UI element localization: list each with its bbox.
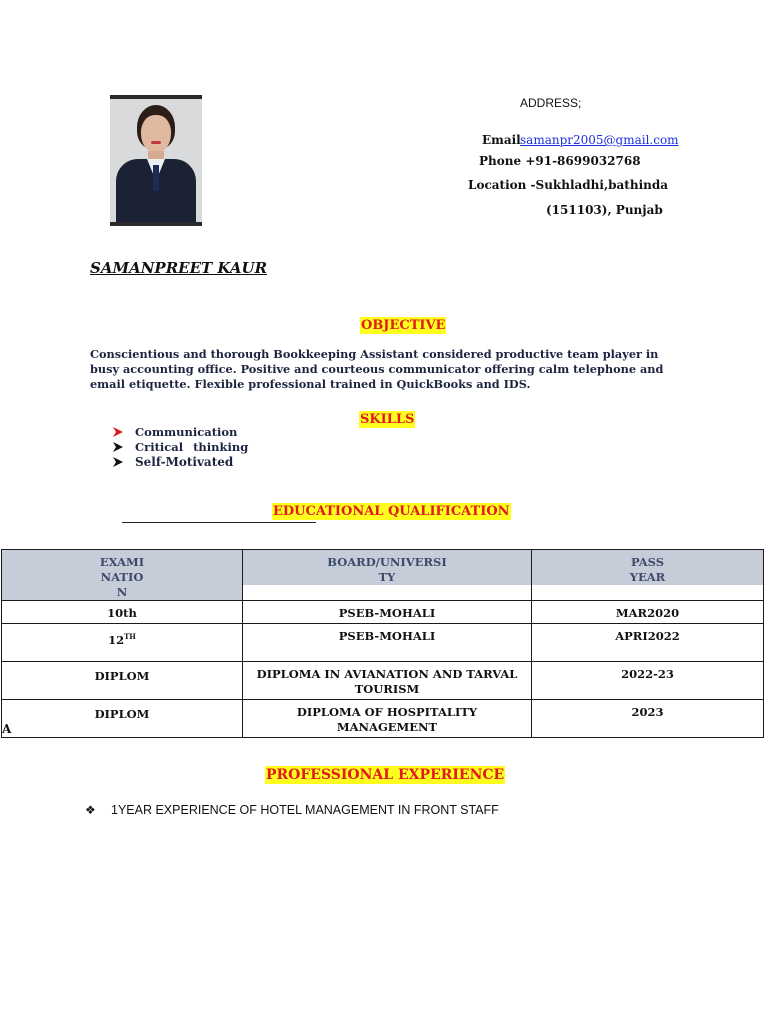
education-table bbox=[1, 549, 764, 738]
objective-text: Conscientious and thorough Bookkeeping Assistant considered productive team player in busy accounting office. Positive and courteous communicator offering calm telephone and email etiquette. Flexible professional trained in QuickBooks and IDS. bbox=[90, 347, 664, 391]
skill-label: Self-Motivated bbox=[135, 455, 234, 469]
arrow-bullet-icon bbox=[113, 442, 123, 452]
cell-year: MAR2020 bbox=[532, 601, 764, 624]
skills-heading bbox=[359, 408, 415, 427]
arrow-bullet-icon bbox=[113, 427, 123, 437]
header-year: PASS YEAR bbox=[532, 550, 764, 601]
phone-line bbox=[479, 155, 641, 167]
cell-exam: 12TH bbox=[2, 624, 243, 662]
location-value: -Sukhladhi,bathinda bbox=[530, 178, 669, 192]
email-label: Email bbox=[482, 133, 521, 147]
header-exam: EXAMI NATIO N bbox=[2, 550, 243, 601]
cell-board: DIPLOMA IN AVIANATION AND TARVAL TOURISM bbox=[243, 662, 532, 700]
experience-item: 1YEAR EXPERIENCE OF HOTEL MANAGEMENT IN FRONT STAFF bbox=[111, 803, 499, 817]
diamond-bullet-icon: ❖ bbox=[85, 803, 96, 817]
location-label: Location bbox=[468, 178, 527, 192]
profile-photo bbox=[110, 95, 202, 226]
header-board: BOARD/UNIVERSI TY bbox=[243, 550, 532, 601]
cell-exam: DIPLOM bbox=[2, 662, 243, 700]
objective-heading-text: OBJECTIVE bbox=[361, 318, 446, 333]
education-heading-text: EDUCATIONAL QUALIFICATION bbox=[273, 504, 510, 519]
skill-label: Communication bbox=[135, 425, 238, 439]
address-label: ADDRESS; bbox=[520, 96, 582, 110]
candidate-name: SAMANPREET KAUR bbox=[90, 259, 268, 277]
cell-board: PSEB-MOHALI bbox=[243, 601, 532, 624]
table-row bbox=[2, 662, 764, 700]
cell-year: APRI2022 bbox=[532, 624, 764, 662]
objective-heading bbox=[360, 314, 446, 333]
cell-exam: 10th bbox=[2, 601, 243, 624]
table-row bbox=[2, 624, 764, 662]
divider bbox=[122, 522, 316, 523]
table-row bbox=[2, 601, 764, 624]
table-row bbox=[2, 700, 764, 738]
education-heading bbox=[272, 500, 511, 519]
experience-heading bbox=[265, 767, 505, 783]
location-line-2: (151103), Punjab bbox=[546, 203, 663, 217]
arrow-bullet-icon bbox=[113, 457, 123, 467]
skills-heading-text: SKILLS bbox=[360, 412, 415, 427]
cell-year: 2023 bbox=[532, 700, 764, 738]
phone-value: +91-8699032768 bbox=[525, 154, 641, 168]
location-line bbox=[468, 179, 668, 191]
cell-board: DIPLOMA OF HOSPITALITY MANAGEMENT bbox=[243, 700, 532, 738]
cell-exam: DIPLOM bbox=[2, 700, 243, 738]
experience-heading-text: PROFESSIONAL EXPERIENCE bbox=[266, 767, 505, 783]
email-link[interactable]: samanpr2005@gmail.com bbox=[520, 133, 679, 147]
overflow-letter: A bbox=[2, 722, 12, 736]
skill-label: Critical thinking bbox=[135, 440, 249, 454]
cell-board: PSEB-MOHALI bbox=[243, 624, 532, 662]
table-header-row bbox=[2, 550, 764, 601]
phone-label: Phone bbox=[479, 154, 522, 168]
cell-year: 2022-23 bbox=[532, 662, 764, 700]
